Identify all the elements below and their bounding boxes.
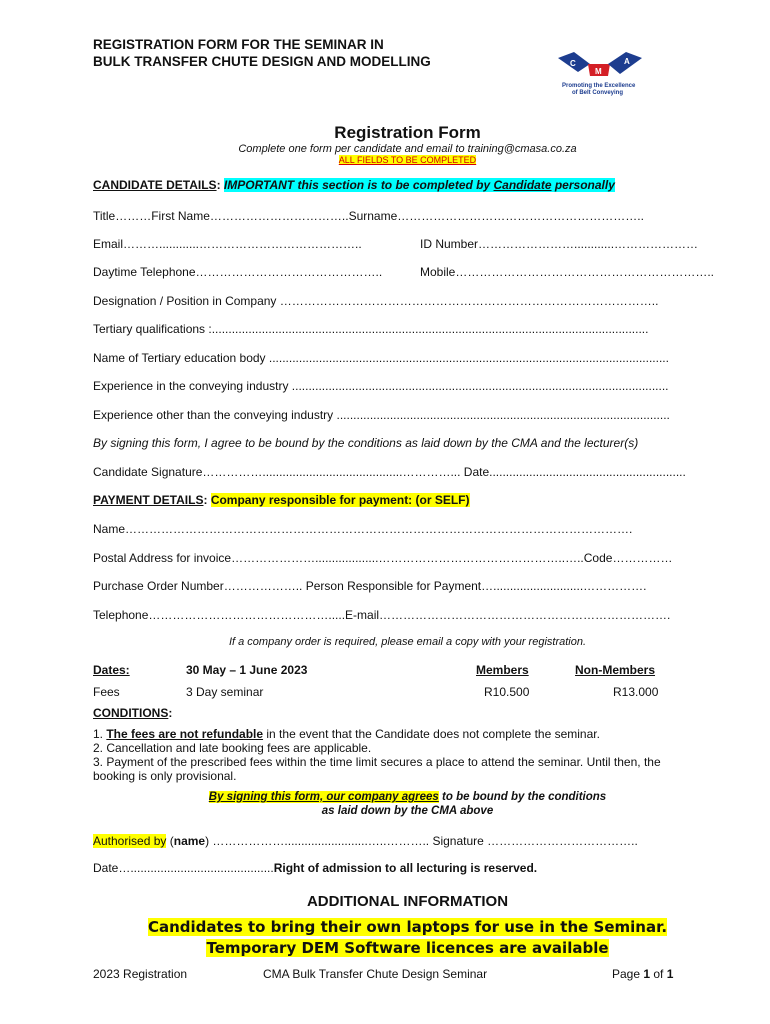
cma-logo: [548, 50, 658, 98]
members-column-header: Members: [476, 663, 529, 677]
daytime-telephone-field[interactable]: Daytime Telephone………………………………………..: [93, 265, 383, 279]
cma-logo-graphic: [548, 50, 658, 98]
candidate-agreement-text: By signing this form, I agree to be bound by the conditions as laid down by the CMA and the lecturer(s): [93, 436, 639, 450]
company-agreement-rest: to be bound by the conditions: [438, 791, 607, 803]
name-fields-line[interactable]: Title………First Name……………………………..Surname……………………………………………………..: [93, 209, 644, 223]
page-total: 1: [666, 967, 674, 981]
condition-1-rest: in the event that the Candidate does not complete the seminar.: [263, 727, 600, 741]
experience-conveying-field[interactable]: Experience in the conveying industry .................................................................................................................: [93, 379, 669, 393]
additional-info-heading: ADDITIONAL INFORMATION: [306, 893, 509, 910]
candidate-signature-field[interactable]: Candidate Signature……………..........................................…………... Date...........................................................: [93, 465, 686, 479]
document-title-line2: BULK TRANSFER CHUTE DESIGN AND MODELLING: [93, 54, 431, 69]
condition-1: [93, 727, 600, 741]
conditions-label: CONDITIONS: [93, 706, 169, 720]
important-candidate-word: Candidate: [493, 178, 552, 192]
company-agreement-line1: [0, 791, 770, 803]
id-number-field[interactable]: ID Number……………………............…………………: [420, 237, 699, 251]
laptop-notice-line1: Candidates to bring their own laptops for use in the Seminar.: [147, 918, 668, 936]
nonmembers-column-header: Non-Members: [575, 663, 656, 677]
tertiary-body-field[interactable]: Name of Tertiary education body ........................................................................................................................: [93, 351, 669, 365]
candidate-details-label: CANDIDATE DETAILS: [93, 178, 217, 192]
page-of: of: [650, 967, 667, 981]
laptop-notice-line2-wrap: [0, 939, 770, 957]
authorised-by-label: Authorised by: [93, 834, 167, 848]
seminar-duration: 3 Day seminar: [186, 685, 264, 699]
condition-1-num: 1.: [93, 727, 107, 741]
page-num: 1: [643, 967, 651, 981]
important-pre: IMPORTANT this section is to be completed by: [223, 178, 494, 192]
nonmembers-price: R13.000: [613, 685, 659, 699]
payment-responsible-note: Company responsible for payment: (or SELF): [210, 493, 470, 507]
authorised-date-field[interactable]: Date…...........................................: [93, 861, 274, 875]
footer-page-number: [612, 967, 673, 981]
conditions-colon: :: [168, 706, 173, 720]
logo-letter-c: C: [570, 59, 576, 68]
payment-name-field[interactable]: Name……………………………………………………………………………………………………………….: [93, 522, 633, 536]
payment-section-header: [93, 493, 470, 507]
important-post: personally: [551, 178, 615, 192]
date-admission-line: [93, 861, 537, 875]
payment-telephone-email-field[interactable]: Telephone……………………………………….....E-mail……………………………………………………………….: [93, 608, 671, 622]
members-price: R10.500: [484, 685, 530, 699]
purchase-order-field[interactable]: Purchase Order Number……………….. Person Responsible for Payment…...........................…………….: [93, 579, 647, 593]
condition-3-line1: 3. Payment of the prescribed fees within the time limit secures a place to attend the seminar. Until then, the: [93, 755, 661, 769]
fees-label: Fees: [93, 685, 120, 699]
logo-tagline-1: Promoting the Excellence: [562, 83, 636, 89]
document-title-line1: REGISTRATION FORM FOR THE SEMINAR IN: [93, 37, 384, 52]
logo-tagline-2: of Belt Conveying: [572, 90, 624, 96]
candidate-section-header: [93, 178, 615, 192]
condition-2: 2. Cancellation and late booking fees are applicable.: [93, 741, 372, 755]
admission-reserved-note: Right of admission to all lecturing is reserved.: [273, 861, 538, 875]
footer-center: CMA Bulk Transfer Chute Design Seminar: [263, 967, 488, 981]
all-fields-notice: ALL FIELDS TO BE COMPLETED: [338, 155, 477, 165]
form-heading: Registration Form: [334, 123, 481, 142]
mobile-field[interactable]: Mobile………………………………………………………..: [420, 265, 715, 279]
payment-details-label: PAYMENT DETAILS: [93, 493, 204, 507]
logo-letter-m: M: [595, 67, 602, 76]
laptop-notice-line2: Temporary DEM Software licences are available: [206, 939, 609, 957]
authorised-open: (: [166, 834, 174, 848]
footer-left: 2023 Registration: [93, 967, 188, 981]
company-agreement-highlight: By signing this form, our company agrees: [208, 791, 439, 803]
laptop-notice-line1-wrap: [0, 918, 770, 936]
authorised-line[interactable]: [93, 834, 638, 848]
company-agreement-line2: as laid down by the CMA above: [321, 805, 494, 817]
payment-colon: :: [203, 493, 208, 507]
authorised-rest: ) ……………….........................…..……….. Signature ………………………………..: [205, 834, 638, 848]
page-prefix: Page: [612, 967, 644, 981]
logo-letter-a: A: [624, 57, 630, 66]
postal-address-field[interactable]: Postal Address for invoice…………………...................………………………………………..…..Code……………: [93, 551, 673, 565]
candidate-colon: :: [216, 178, 221, 192]
designation-field[interactable]: Designation / Position in Company …………………………………………………………………………………..: [93, 294, 659, 308]
candidate-important-note: [224, 178, 615, 192]
authorised-name-label: name: [173, 834, 206, 848]
form-instruction: Complete one form per candidate and email to training@cmasa.co.za: [238, 143, 577, 155]
condition-3-line2: booking is only provisional.: [93, 769, 237, 783]
tertiary-qualifications-field[interactable]: Tertiary qualifications :...................................................................................................................................: [93, 322, 649, 336]
dates-value: 30 May – 1 June 2023: [186, 663, 308, 677]
experience-other-field[interactable]: Experience other than the conveying industry ....................................................................................................: [93, 408, 670, 422]
condition-1-bold: The fees are not refundable: [106, 727, 264, 741]
email-field[interactable]: Email………............…………………………………..: [93, 237, 362, 251]
company-order-note: If a company order is required, please email a copy with your registration.: [228, 636, 587, 648]
dates-label: Dates:: [93, 663, 130, 677]
conditions-header: [93, 706, 172, 720]
